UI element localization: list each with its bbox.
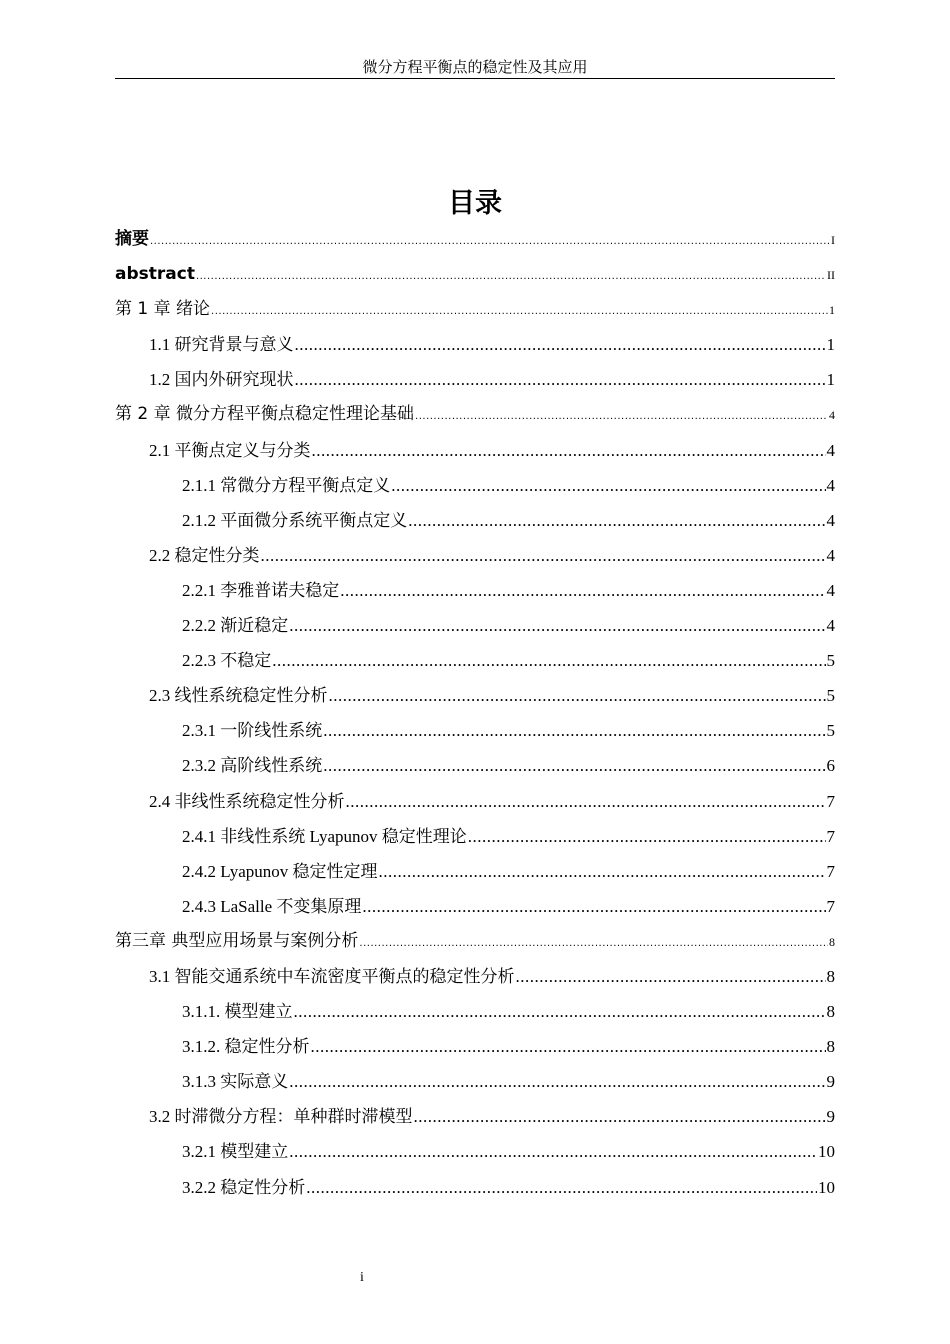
toc-entry-label: 第 2 章 微分方程平衡点稳定性理论基础 (115, 404, 415, 425)
toc-entry[interactable] (115, 1029, 835, 1064)
toc-dot-leader (261, 538, 826, 573)
toc-entry-page: 10 (818, 1142, 835, 1162)
toc-entry-page: 5 (826, 651, 835, 671)
toc-entry-label: 第三章 典型应用场景与案例分析 (115, 930, 359, 951)
toc-entry-label: 3.2.1 模型建立 (182, 1142, 289, 1162)
toc-entry-label: 2.1 平衡点定义与分类 (149, 440, 311, 460)
toc-dot-leader (289, 1134, 817, 1169)
toc-entry-label: 2.4 非线性系统稳定性分析 (149, 791, 345, 811)
toc-entry-label: 2.3 线性系统稳定性分析 (149, 686, 328, 706)
toc-entry-page: 4 (826, 545, 835, 565)
page-number: i (360, 1270, 364, 1285)
toc-entry[interactable] (115, 924, 835, 959)
toc-entry[interactable] (115, 292, 835, 327)
toc-entry-page: 10 (818, 1177, 835, 1197)
toc-dot-leader (329, 678, 826, 713)
toc-entry-page: 4 (826, 510, 835, 530)
toc-entry-page: 4 (829, 408, 835, 423)
toc-entry-page: 7 (826, 826, 835, 846)
toc-dot-leader (391, 468, 825, 503)
toc-entry[interactable] (115, 327, 835, 362)
toc-entry-label: 3.1.3 实际意义 (182, 1072, 289, 1092)
toc-entry[interactable] (115, 994, 835, 1029)
toc-entry[interactable] (115, 257, 835, 292)
toc-entry-label: 2.4.1 非线性系统 Lyapunov 稳定性理论 (182, 826, 467, 846)
toc-entry[interactable] (115, 678, 835, 713)
toc-entry-label: 第 1 章 绪论 (115, 299, 211, 320)
toc-entry-page: 8 (829, 934, 835, 949)
toc-entry-page: 1 (826, 370, 835, 390)
toc-entry[interactable] (115, 433, 835, 468)
toc-entry-page: 7 (826, 896, 835, 916)
toc-entry[interactable] (115, 1170, 835, 1205)
toc-entry-label: 2.2 稳定性分类 (149, 545, 260, 565)
toc-entry[interactable] (115, 1064, 835, 1099)
toc-dot-leader (468, 819, 826, 854)
toc-entry-label: 1.2 国内外研究现状 (149, 370, 294, 390)
toc-entry[interactable] (115, 819, 835, 854)
toc-heading: 目录 (448, 188, 502, 219)
toc-entry-page: I (831, 233, 835, 247)
toc-entry[interactable] (115, 608, 835, 643)
toc-entry[interactable] (115, 889, 835, 924)
toc-entry-label: 3.1 智能交通系统中车流密度平衡点的稳定性分析 (149, 966, 515, 986)
table-of-contents (115, 222, 835, 1205)
toc-entry[interactable] (115, 503, 835, 538)
toc-entry-page: 4 (826, 475, 835, 495)
toc-entry[interactable] (115, 468, 835, 503)
toc-entry-label: 2.2.2 渐近稳定 (182, 616, 289, 636)
toc-entry-label: 2.2.1 李雅普诺夫稳定 (182, 580, 340, 600)
toc-entry-label: 3.1.2. 稳定性分析 (182, 1037, 310, 1057)
toc-dot-leader (359, 926, 828, 961)
toc-entry-label: 2.1.2 平面微分系统平衡点定义 (182, 510, 408, 530)
toc-entry-label: 2.4.2 Lyapunov 稳定性定理 (182, 861, 378, 881)
toc-dot-leader (323, 713, 825, 748)
toc-entry-page: 4 (826, 580, 835, 600)
toc-dot-leader (294, 994, 826, 1029)
toc-dot-leader (516, 959, 826, 994)
toc-entry-page: 5 (826, 686, 835, 706)
running-header (115, 56, 835, 79)
toc-dot-leader (306, 1170, 817, 1205)
toc-entry[interactable] (115, 643, 835, 678)
toc-dot-leader (272, 643, 825, 678)
toc-dot-leader (211, 294, 828, 329)
toc-entry-label: 3.2.2 稳定性分析 (182, 1177, 306, 1197)
toc-entry[interactable] (115, 1134, 835, 1169)
toc-entry-label: 2.4.3 LaSalle 不变集原理 (182, 896, 362, 916)
toc-entry-label: 摘要 (115, 229, 149, 249)
toc-entry-page: 9 (826, 1072, 835, 1092)
toc-entry-label: 3.1.1. 模型建立 (182, 1002, 293, 1022)
toc-entry[interactable] (115, 222, 835, 257)
toc-entry-page: 4 (826, 440, 835, 460)
toc-entry[interactable] (115, 573, 835, 608)
toc-dot-leader (340, 573, 825, 608)
toc-entry-page: 4 (826, 616, 835, 636)
toc-dot-leader (408, 503, 825, 538)
toc-entry-page: 6 (826, 756, 835, 776)
toc-dot-leader (379, 854, 826, 889)
toc-entry[interactable] (115, 748, 835, 783)
toc-entry[interactable] (115, 959, 835, 994)
toc-entry-label: 1.1 研究背景与意义 (149, 335, 294, 355)
toc-dot-leader (312, 433, 826, 468)
toc-entry-page: 8 (826, 1037, 835, 1057)
toc-entry[interactable] (115, 854, 835, 889)
toc-dot-leader (323, 748, 825, 783)
toc-entry-page: 1 (826, 335, 835, 355)
toc-dot-leader (289, 608, 825, 643)
toc-entry[interactable] (115, 538, 835, 573)
toc-dot-leader (295, 327, 826, 362)
toc-entry-page: 7 (826, 791, 835, 811)
toc-entry-label: 3.2 时滞微分方程：单种群时滞模型 (149, 1107, 413, 1127)
toc-entry[interactable] (115, 784, 835, 819)
toc-dot-leader (311, 1029, 826, 1064)
toc-entry-label: 2.3.1 一阶线性系统 (182, 721, 323, 741)
toc-entry[interactable] (115, 713, 835, 748)
toc-dot-leader (150, 224, 830, 259)
toc-entry-page: 8 (826, 966, 835, 986)
toc-dot-leader (362, 889, 825, 924)
toc-entry-page: 9 (826, 1107, 835, 1127)
toc-entry-page: II (827, 268, 835, 283)
toc-entry[interactable] (115, 397, 835, 432)
toc-entry-page: 5 (826, 721, 835, 741)
toc-dot-leader (346, 784, 826, 819)
toc-entry-label: 2.3.2 高阶线性系统 (182, 756, 323, 776)
toc-entry-page: 8 (826, 1002, 835, 1022)
toc-dot-leader (295, 362, 826, 397)
toc-entry[interactable] (115, 362, 835, 397)
toc-entry-label: 2.1.1 常微分方程平衡点定义 (182, 475, 391, 495)
running-header-title: 微分方程平衡点的稳定性及其应用 (362, 58, 588, 76)
toc-entry-label: abstract (115, 264, 195, 285)
toc-dot-leader (289, 1064, 825, 1099)
toc-dot-leader (414, 1099, 826, 1134)
toc-entry-page: 1 (829, 303, 835, 318)
toc-dot-leader (196, 259, 826, 294)
toc-dot-leader (415, 399, 828, 434)
toc-entry[interactable] (115, 1099, 835, 1134)
toc-entry-label: 2.2.3 不稳定 (182, 651, 272, 671)
toc-entry-page: 7 (826, 861, 835, 881)
